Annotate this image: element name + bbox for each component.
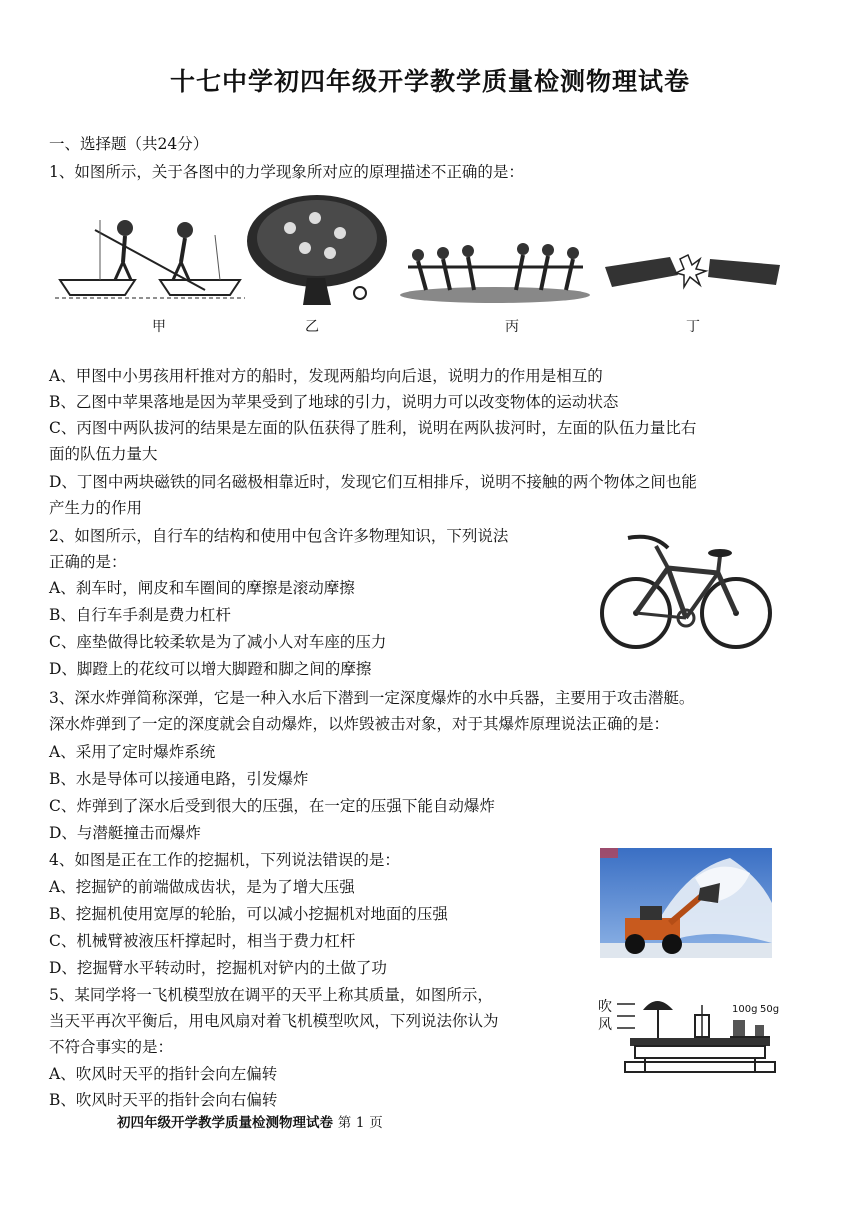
- weight-50g-label: 50g: [760, 1004, 780, 1015]
- q1-option-b: B、乙图中苹果落地是因为苹果受到了地球的引力，说明力可以改变物体的运动状态: [49, 393, 619, 411]
- fig-boats-image: [55, 210, 245, 305]
- q4-option-c: C、机械臂被液压杆撑起时，相当于费力杠杆: [49, 932, 356, 950]
- fig-excavator-image: [600, 848, 772, 958]
- q2-option-a: A、刹车时，闸皮和车圈间的摩擦是滚动摩擦: [49, 579, 355, 597]
- q2-option-c: C、座垫做得比较柔软是为了减小人对车座的压力: [49, 633, 387, 651]
- q1-option-d-line2: 产生力的作用: [49, 499, 143, 517]
- caption-jia: 甲: [152, 319, 166, 335]
- fig-bicycle-image: [598, 528, 773, 653]
- footer-page-suffix: 页: [369, 1115, 383, 1131]
- q2-stem-line1: 2、如图所示，自行车的结构和使用中包含许多物理知识，下列说法: [49, 527, 509, 545]
- q4-option-b: B、挖掘机使用宽厚的轮胎，可以减小挖掘机对地面的压强: [49, 905, 448, 923]
- fig-tug-of-war-image: [398, 235, 593, 305]
- caption-bing: 丙: [505, 319, 519, 335]
- footer-page-prefix: 第: [337, 1115, 352, 1131]
- q1-option-d-line1: D、丁图中两块磁铁的同名磁极相靠近时，发现它们互相排斥，说明不接触的两个物体之间也能: [49, 473, 697, 491]
- q1-option-c-line2: 面的队伍力量大: [49, 445, 158, 463]
- footer-title: 初四年级开学教学质量检测物理试卷: [117, 1115, 333, 1131]
- q5-stem-line2: 当天平再次平衡后，用电风扇对着飞机模型吹风，下列说法你认为: [49, 1012, 499, 1030]
- q3-option-a: A、采用了定时爆炸系统: [49, 743, 216, 761]
- caption-ding: 丁: [686, 319, 700, 335]
- q1-stem: 1、如图所示，关于各图中的力学现象所对应的原理描述不正确的是：: [49, 163, 524, 181]
- q5-option-a: A、吹风时天平的指针会向左偏转: [49, 1065, 278, 1083]
- q5-stem-line3: 不符合事实的是：: [49, 1038, 174, 1056]
- page-footer: [117, 1111, 383, 1131]
- fig-magnets-image: [600, 245, 790, 300]
- q4-stem: 4、如图是正在工作的挖掘机，下列说法错误的是：: [49, 851, 400, 869]
- q2-option-d: D、脚蹬上的花纹可以增大脚蹬和脚之间的摩擦: [49, 660, 372, 678]
- q2-stem-line2: 正确的是：: [49, 553, 127, 571]
- q4-option-a: A、挖掘铲的前端做成齿状，是为了增大压强: [49, 878, 355, 896]
- q3-stem-line1: 3、深水炸弹简称深弹，它是一种入水后下潜到一定深度爆炸的水中兵器，主要用于攻击潜艇。: [49, 689, 695, 707]
- weight-100g-label: 100g: [732, 1004, 758, 1015]
- q5-stem-line1: 5、某同学将一飞机模型放在调平的天平上称其质量，如图所示，: [49, 986, 493, 1004]
- section-heading: 一、选择题（共24分）: [49, 135, 209, 153]
- q5-option-b: B、吹风时天平的指针会向右偏转: [49, 1091, 278, 1109]
- footer-page-number: 1: [355, 1115, 365, 1131]
- q3-option-b: B、水是导体可以接通电路，引发爆炸: [49, 770, 309, 788]
- q3-option-d: D、与潜艇撞击而爆炸: [49, 824, 201, 842]
- q1-option-a: A、甲图中小男孩用杆推对方的船时，发现两船均向后退，说明力的作用是相互的: [49, 367, 603, 385]
- q4-option-d: D、挖掘臂水平转动时，挖掘机对铲内的土做了功: [49, 959, 387, 977]
- wind-label-2: 风: [598, 1017, 612, 1033]
- wind-label-1: 吹: [598, 999, 612, 1015]
- fig-apple-tree-image: [245, 193, 395, 308]
- q1-option-c-line1: C、丙图中两队拔河的结果是左面的队伍获得了胜利，说明在两队拔河时，左面的队伍力量比右: [49, 419, 697, 437]
- page-title: 十七中学初四年级开学教学质量检测物理试卷: [169, 67, 690, 96]
- q3-option-c: C、炸弹到了深水后受到很大的压强，在一定的压强下能自动爆炸: [49, 797, 495, 815]
- q2-option-b: B、自行车手刹是费力杠杆: [49, 606, 231, 624]
- fig-balance-image: [615, 990, 785, 1080]
- caption-yi: 乙: [305, 319, 319, 335]
- q3-stem-line2: 深水炸弹到了一定的深度就会自动爆炸，以炸毁被击对象，对于其爆炸原理说法正确的是：: [49, 715, 670, 733]
